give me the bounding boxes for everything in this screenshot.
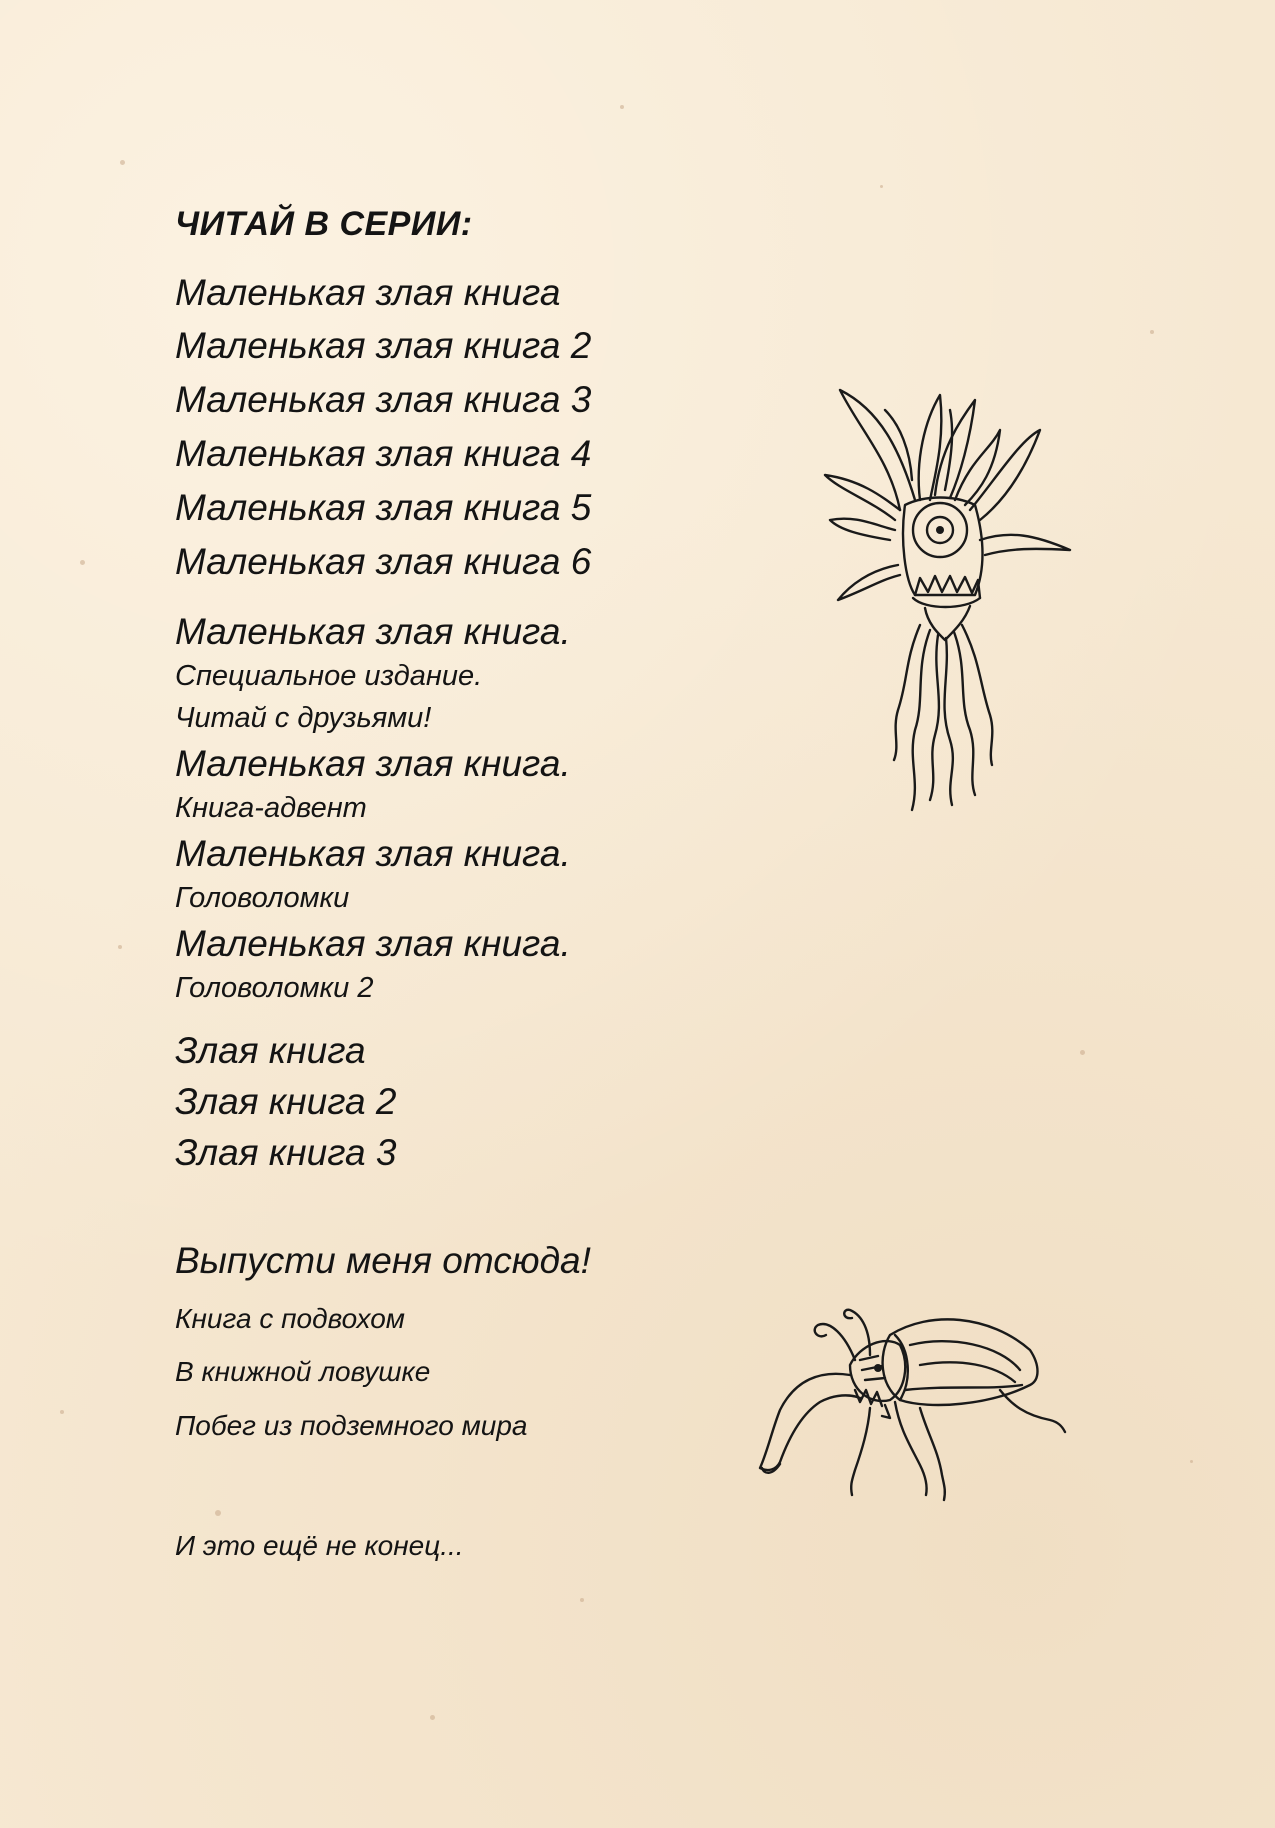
book-title: Маленькая злая книга 3 xyxy=(175,379,592,420)
book-subtitle: Специальное издание. xyxy=(175,660,483,692)
series-title: Выпусти меня отсюда! xyxy=(175,1240,591,1281)
book-title: Книга с подвохом xyxy=(175,1303,405,1334)
book-subtitle: Читай с друзьями! xyxy=(175,702,432,734)
book-title: Маленькая злая книга 6 xyxy=(175,541,592,582)
book-subtitle: Книга-адвент xyxy=(175,792,367,824)
beetle-creature-drawing xyxy=(750,1290,1070,1510)
paper-speck xyxy=(430,1715,435,1720)
series-heading: ЧИТАЙ В СЕРИИ: xyxy=(175,205,473,243)
book-title: Маленькая злая книга. xyxy=(175,833,571,874)
paper-speck xyxy=(880,185,883,188)
book-title: Маленькая злая книга 4 xyxy=(175,433,592,474)
tentacle-monster-drawing xyxy=(820,380,1080,820)
book-subtitle: Головоломки 2 xyxy=(175,972,374,1004)
book-title: Маленькая злая книга xyxy=(175,272,561,313)
paper-speck xyxy=(1080,1050,1085,1055)
book-title: Маленькая злая книга 5 xyxy=(175,487,592,528)
paper-speck xyxy=(118,945,122,949)
book-title: Маленькая злая книга. xyxy=(175,611,571,652)
paper-speck xyxy=(215,1510,221,1516)
book-title: Маленькая злая книга 2 xyxy=(175,325,592,366)
book-title: Маленькая злая книга. xyxy=(175,923,571,964)
paper-speck xyxy=(620,105,624,109)
book-title: Маленькая злая книга. xyxy=(175,743,571,784)
paper-speck xyxy=(60,1410,64,1414)
book-title: Злая книга xyxy=(175,1030,366,1071)
footer-note: И это ещё не конец... xyxy=(175,1530,464,1561)
book-subtitle: Головоломки xyxy=(175,882,350,914)
paper-speck xyxy=(580,1598,584,1602)
paper-speck xyxy=(80,560,85,565)
book-title: В книжной ловушке xyxy=(175,1356,431,1387)
book-title: Побег из подземного мира xyxy=(175,1410,528,1441)
paper-speck xyxy=(1150,330,1154,334)
paper-speck xyxy=(1190,1460,1193,1463)
book-title: Злая книга 2 xyxy=(175,1081,397,1122)
paper-speck xyxy=(120,160,125,165)
book-title: Злая книга 3 xyxy=(175,1132,397,1173)
